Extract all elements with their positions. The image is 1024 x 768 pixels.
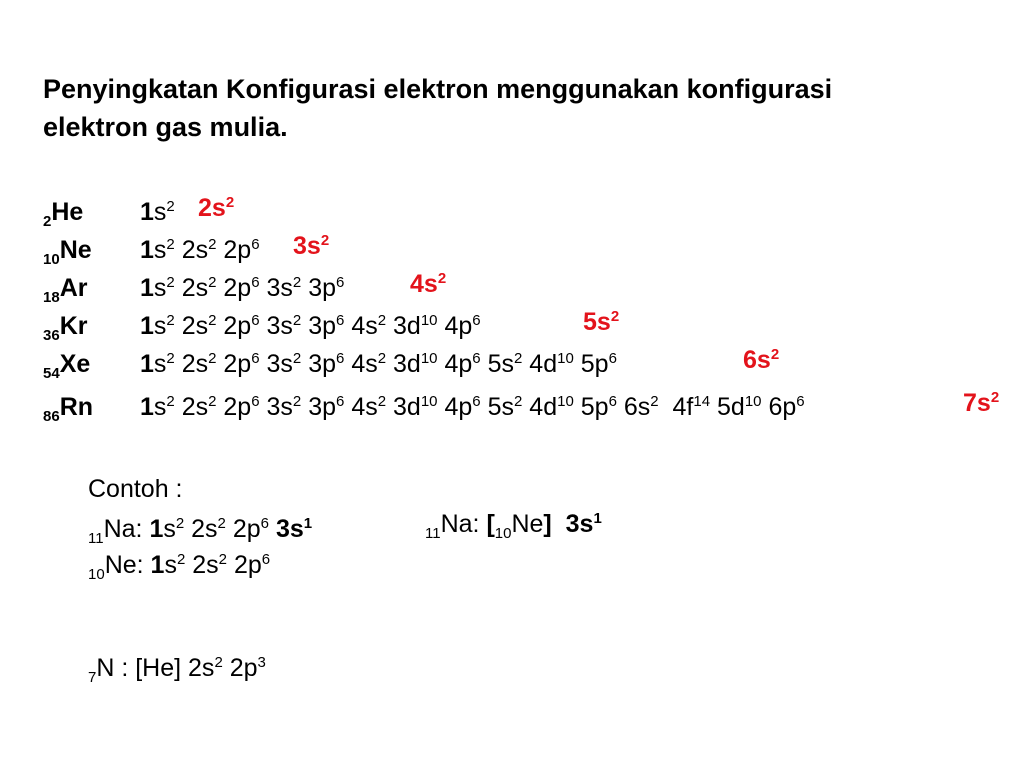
example-na-full: $_{11}$Na: $1s^2$ $2s^2$ $2p^6$ $3s^1$ [88, 515, 313, 547]
example-na-short: $_{11}$Na: $[_{10}Ne]$ $3s^1$ [425, 510, 602, 542]
title-line-2: elektron gas mulia. [43, 112, 288, 142]
example-ne-full: $_{10}$Ne: $1s^2$ $2s^2$ $2p^6$ [88, 551, 271, 583]
element-symbol: $_{54}$Xe [43, 350, 91, 382]
element-symbol: $_{18}$Ar [43, 274, 88, 306]
next-orbital-highlight: $3s^2$ [293, 232, 330, 260]
slide-title [43, 70, 943, 146]
electron-configuration: $1s^2$ $2s^2$ $2p^6$ $3s^2$ $3p^6$ $4s^2$ $3d^{10}$ $4p^6$ $5s^2$ $4d^{10}$ $5p^6$ $6s^2$ $4f^{14}$ $5d^{10}$ $6p^6$ [140, 393, 805, 421]
electron-configuration: $1s^2$ $2s^2$ $2p^6$ $3s^2$ $3p^6$ $4s^2$ $3d^{10}$ $4p^6$ $5s^2$ $4d^{10}$ $5p^6$ [140, 350, 617, 378]
title-line-1: Penyingkatan Konfigurasi elektron menggunakan konfigurasi [43, 74, 833, 104]
next-orbital-highlight: $5s^2$ [583, 308, 620, 336]
next-orbital-highlight: $2s^2$ [198, 194, 235, 222]
electron-configuration: $1s^2$ $2s^2$ $2p^6$ [140, 236, 260, 264]
example-heading: Contoh : [88, 475, 183, 503]
electron-configuration: $1s^2$ $2s^2$ $2p^6$ $3s^2$ $3p^6$ $4s^2$ $3d^{10}$ $4p^6$ [140, 312, 481, 340]
electron-configuration: $1s^2$ $2s^2$ $2p^6$ $3s^2$ $3p^6$ [140, 274, 345, 302]
electron-configuration: $1s^2$ [140, 198, 175, 226]
example-n-short: $_7$N : [He] $2s^2$ $2p^3$ [88, 654, 266, 686]
next-orbital-highlight: $7s^2$ [963, 389, 1000, 417]
element-symbol: $_2$He [43, 198, 84, 230]
element-symbol: $_{36}$Kr [43, 312, 88, 344]
next-orbital-highlight: $6s^2$ [743, 346, 780, 374]
next-orbital-highlight: $4s^2$ [410, 270, 447, 298]
element-symbol: $_{86}$Rn [43, 393, 94, 425]
element-symbol: $_{10}$Ne [43, 236, 92, 268]
